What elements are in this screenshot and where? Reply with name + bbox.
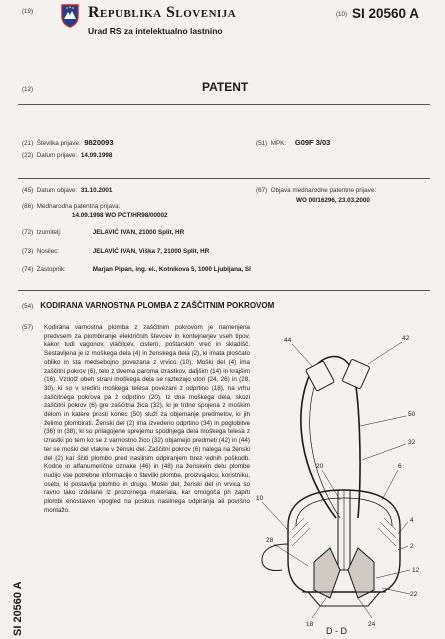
patent-drawing xyxy=(252,330,432,636)
inid-12: (12) xyxy=(22,86,34,93)
field-74: (74) Zastopnik: Marjan Pipan, ing. el., Kotnikova 5, 1000 Ljubljana, SI xyxy=(22,266,251,273)
coat-of-arms-icon xyxy=(60,4,80,28)
country-name: Republika Slovenija xyxy=(88,4,237,21)
drawing-label: 4 xyxy=(410,517,414,524)
divider xyxy=(18,178,430,179)
drawing-label: 20 xyxy=(316,463,324,470)
drawing-label: 28 xyxy=(266,537,274,544)
abstract-text: Kodirana varnostna plomba z zaščitnim pokrovom je namenjena predvsem za plombiranje električnih števcev in kontejnerjev vseh tipov, kakor tudi vagonov, vlačilcev, cistern, poštarskih vreč in skladišč. Sestavljena je iz moškega dela (4) in ženskega dela (2), ki imata ploščato obliko in sta medsebojno povezana z vrvico (10). Moški del (4) ima zaščitni pokrov (6), telo z dvema paroma izrastkov, daljšim (14) in krajšim (16). Vzdolž obeh strani moškega dela se raztezajo utori (24, 26) in (28, 30), ki so v sredini moškega telesa povezani z odprtino (18), na vrhu zaščitnega pokrova pa z odprtino (20). Iz dna moškega dela, skozi zaščitni pokrov (6) gre zaščitna žica (32), ki je trdno spojena z moškim delom in katere prosti konec (50) služi za objemanje predmetov, ki jih želimo plombirati. Ženski del (2) ima izvedeno odprtino (34) in poglobitve (36) in (38), ki so prilagojene sprejemu spodnjega dela moškega telesa z izrastki po tem ko se z varnostno žico (32) objamejo predmeti (42) in (44) ter se moški del vtakne v ženski del. Zaščitni pokrov (6) nalega na ženski del (2) kar ščiti plombo pred nasilnim odpiranjem brez vidnih poškodb. Kodne in alfanumerične oznake (46) in (48) na ženskem delu plombe nudijo vse potrebne informacije o številki plombe, proizvajalcu, koristniku, osebi, ki postavlja plombo in drugo. Moški del, ženski del in vrvica so ravno tako izdelane iz prozornega materiala, kar omogoča pri zaprti plombi enostaven vpogled na poskus nasilnega odpiranja ali površno montažo. xyxy=(44,324,250,514)
field-67-value: WO 00/16296, 23.03.2000 xyxy=(296,197,370,204)
drawing-label: 22 xyxy=(410,591,418,598)
drawing-label: 10 xyxy=(256,495,264,502)
drawing-label: 44 xyxy=(284,337,292,344)
drawing-label: 42 xyxy=(402,335,410,342)
field-86: (86) Mednarodna patentna prijava: xyxy=(22,203,121,210)
inid-10: (10) xyxy=(336,11,348,18)
divider xyxy=(18,104,430,105)
inid-19: (19) xyxy=(22,8,34,15)
drawing-label: 12 xyxy=(412,567,420,574)
field-51: (51) MPK: G09F 3/03 xyxy=(256,138,331,147)
field-72: (72) Izumitelj: JELAVIĆ IVAN, 21000 Split, HR xyxy=(22,229,185,236)
field-22: (22) Datum prijave: 14.09.1998 xyxy=(22,152,113,159)
field-67: (67) Objava mednarodne patentne prijave: xyxy=(256,187,377,194)
document-number: SI 20560 A xyxy=(352,6,420,21)
office-name: Urad RS za intelektualno lastnino xyxy=(88,26,223,36)
drawing-label: 32 xyxy=(408,439,416,446)
drawing-label: 18 xyxy=(306,621,314,628)
drawing-label: 24 xyxy=(368,621,376,628)
drawing-label: 6 xyxy=(398,463,402,470)
divider xyxy=(18,290,430,291)
document-type: PATENT xyxy=(202,80,249,94)
field-86-value: 14.09.1998 WO PCT/HR98/00002 xyxy=(72,212,168,219)
invention-title: (54) KODIRANA VARNOSTNA PLOMBA Z ZAŠČITNIM POKROVOM xyxy=(22,301,275,310)
side-document-number: SI 20560 A xyxy=(12,581,24,636)
drawing-label: 2 xyxy=(410,543,414,550)
field-73: (73) Nosilec: JELAVIĆ IVAN, Viška 7, 21000 Split, HR xyxy=(22,248,210,255)
section-label: D - D xyxy=(326,626,347,636)
field-21: (21) Številka prijave: 9820093 xyxy=(22,138,114,147)
drawing-label: 50 xyxy=(408,411,416,418)
inid-57: (57) xyxy=(22,324,34,331)
field-45: (45) Datum objave: 31.10.2001 xyxy=(22,187,113,194)
